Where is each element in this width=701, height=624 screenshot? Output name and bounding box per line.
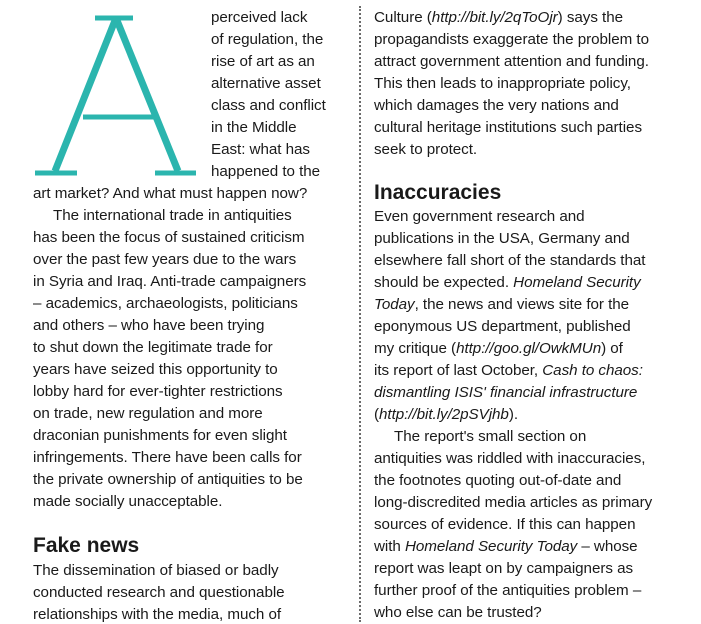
text-line bbox=[374, 8, 623, 27]
dropcap-stroke-right bbox=[116, 18, 178, 171]
italic-text: Cash to chaos: bbox=[542, 362, 643, 379]
text-line bbox=[394, 427, 586, 446]
text-line: conducted research and questionable bbox=[33, 584, 285, 601]
text-span: my critique ( bbox=[374, 340, 457, 357]
text-span: elsewhere fall short of the standards that bbox=[374, 252, 646, 269]
text-line: relationships with the media, much of bbox=[33, 606, 282, 623]
text-span: long-discredited media articles as primary bbox=[374, 494, 653, 511]
text-line bbox=[374, 405, 518, 424]
text-line bbox=[374, 118, 642, 137]
text-line: years have seized this opportunity to bbox=[33, 361, 278, 378]
italic-text: http://goo.gl/OwkMUn bbox=[456, 340, 602, 357]
left-column bbox=[33, 0, 351, 622]
text-line bbox=[374, 537, 638, 556]
text-span: publications in the USA, Germany and bbox=[374, 230, 630, 247]
text-span: the footnotes quoting out-of-date and bbox=[374, 472, 622, 489]
text-line bbox=[374, 273, 641, 292]
heading-inaccuracies: Inaccuracies bbox=[374, 181, 502, 204]
text-span: should be expected. bbox=[374, 274, 514, 291]
text-line: class and conflict bbox=[211, 97, 326, 114]
text-line: over the past few years due to the wars bbox=[33, 251, 297, 268]
text-line bbox=[374, 30, 649, 49]
right-column bbox=[374, 0, 692, 622]
text-span: – whose bbox=[577, 538, 638, 555]
text-line: perceived lack bbox=[211, 9, 308, 26]
text-line: made socially unacceptable. bbox=[33, 493, 223, 510]
text-line: in the Middle bbox=[211, 119, 297, 136]
text-span: seek to protect. bbox=[374, 141, 478, 158]
text-line bbox=[374, 96, 619, 115]
text-line bbox=[374, 140, 477, 159]
heading-fake-news: Fake news bbox=[33, 534, 140, 557]
text-span: its report of last October, bbox=[374, 362, 543, 379]
text-line: art market? And what must happen now? bbox=[33, 185, 308, 202]
text-span: sources of evidence. If this can happen bbox=[374, 516, 636, 533]
text-line bbox=[374, 251, 645, 270]
text-line bbox=[374, 52, 649, 71]
text-span: antiquities was riddled with inaccuracies, bbox=[374, 450, 646, 467]
text-line: draconian punishments for even slight bbox=[33, 427, 287, 444]
text-span: ) says the bbox=[557, 9, 623, 26]
text-line bbox=[374, 317, 631, 336]
text-span: ). bbox=[508, 406, 519, 423]
text-line: The international trade in antiquities bbox=[53, 207, 292, 224]
text-line bbox=[374, 361, 643, 380]
italic-text: Homeland Security Today bbox=[404, 538, 578, 555]
text-line: lobby hard for ever-tighter restrictions bbox=[33, 383, 283, 400]
text-line bbox=[374, 229, 630, 248]
text-line: of regulation, the bbox=[211, 31, 324, 48]
text-line: The dissemination of biased or badly bbox=[33, 562, 279, 579]
dropcap-stroke-left bbox=[55, 18, 116, 171]
text-line: alternative asset bbox=[211, 75, 321, 92]
text-span: cultural heritage institutions such parties bbox=[374, 119, 642, 136]
text-span: ( bbox=[374, 406, 380, 423]
text-line: has been the focus of sustained criticism bbox=[33, 229, 305, 246]
text-line bbox=[374, 74, 631, 93]
text-line bbox=[374, 493, 652, 512]
text-line bbox=[374, 207, 585, 226]
text-line: East: what has bbox=[211, 141, 310, 158]
text-span: further proof of the antiquities problem – bbox=[374, 582, 642, 599]
text-line: happened to the bbox=[211, 163, 321, 180]
text-span: eponymous US department, published bbox=[374, 318, 631, 335]
text-span: This then leads to inappropriate policy, bbox=[374, 75, 631, 92]
text-line bbox=[374, 471, 621, 490]
text-span: , the news and views site for the bbox=[414, 296, 630, 313]
text-span: Culture ( bbox=[374, 9, 432, 26]
italic-text: Today bbox=[374, 296, 415, 313]
text-span: ) of bbox=[601, 340, 623, 357]
column-divider bbox=[359, 6, 361, 622]
dropcap-letter bbox=[33, 6, 199, 180]
text-line bbox=[374, 449, 645, 468]
text-span: which damages the very nations and bbox=[374, 97, 619, 114]
text-line: and others – who have been trying bbox=[33, 317, 265, 334]
italic-text: http://bit.ly/2pSVjhb bbox=[379, 406, 509, 423]
text-line: the private ownership of antiquities to be bbox=[33, 471, 303, 488]
text-line: in Syria and Iraq. Anti-trade campaigners bbox=[33, 273, 307, 290]
italic-text: http://bit.ly/2qToOjr bbox=[431, 9, 558, 26]
text-line bbox=[374, 339, 623, 358]
text-span: report was leapt on by campaigners as bbox=[374, 560, 634, 577]
text-span: The report's small section on bbox=[394, 428, 587, 445]
text-line bbox=[374, 295, 629, 314]
text-line bbox=[374, 603, 542, 622]
text-line: – academics, archaeologists, politicians bbox=[33, 295, 298, 312]
text-line bbox=[374, 515, 635, 534]
italic-text: Homeland Security bbox=[513, 274, 641, 291]
text-line: to shut down the legitimate trade for bbox=[33, 339, 273, 356]
text-span: who else can be trusted? bbox=[374, 604, 542, 621]
italic-text: dismantling ISIS' financial infrastructure bbox=[374, 384, 638, 401]
text-line: rise of art as an bbox=[211, 53, 315, 70]
text-line bbox=[374, 383, 637, 402]
text-span: propagandists exaggerate the problem to bbox=[374, 31, 649, 48]
text-span: attract government attention and funding. bbox=[374, 53, 649, 70]
text-line: infringements. There have been calls for bbox=[33, 449, 302, 466]
text-line bbox=[374, 559, 633, 578]
text-line bbox=[374, 581, 641, 600]
text-span: with bbox=[374, 538, 405, 555]
text-span: Even government research and bbox=[374, 208, 585, 225]
text-line: on trade, new regulation and more bbox=[33, 405, 263, 422]
